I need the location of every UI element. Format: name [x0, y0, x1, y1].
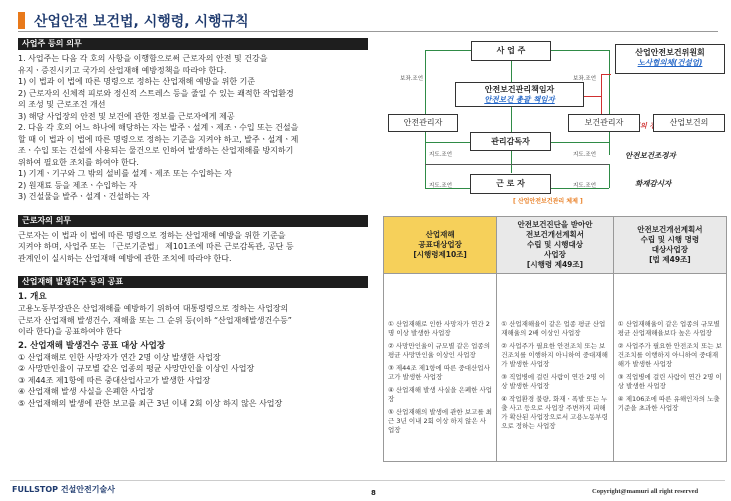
diagram-worker-box: 근 로 자 — [470, 174, 551, 194]
table-header-line: 전보건개선계획서 — [526, 230, 584, 239]
table-header-line: 안전보건개선계획서 — [637, 225, 703, 234]
diagram-safety-manager-box: 안전관리자 — [388, 114, 458, 132]
text-line: 유지ㆍ증진시키고 국가의 산업재해 예방정책을 따라야 한다. — [18, 65, 227, 75]
table-list-item: ③ 제44조 제1항에 따른 중대산업사고가 발생한 사업장 — [388, 364, 490, 381]
section-heading-worker: 근로자의 의무 — [18, 215, 368, 227]
table-header-line: [시행령제10조] — [413, 250, 467, 259]
diagram-supervisor-box: 관리감독자 — [470, 132, 551, 151]
table-header-improvement — [613, 217, 726, 274]
page-title-bar — [18, 10, 718, 32]
list-item: ④ 산업재해 발생 사실을 은폐한 사업장 — [18, 387, 154, 396]
table-col-improvement — [613, 274, 726, 462]
disclosure-target-heading: 2. 산업재해 발생건수 공표 대상 사업장 — [18, 340, 166, 351]
diagram-general-manager-box — [455, 82, 584, 107]
table-col-diagnosis — [497, 274, 614, 462]
table-header-line: [법 제49조] — [649, 255, 691, 264]
table-list-item: ① 산업재해율이 같은 업종 평균 산업재해율의 2배 이상인 사업장 — [501, 320, 606, 337]
text-line: 1) 기계ㆍ기구와 그 밖의 설비를 설계ㆍ제조 또는 수입하는 자 — [18, 169, 233, 178]
table-list-item: ① 산업재해로 인한 사망자가 연간 2명 이상 발생한 사업장 — [388, 320, 490, 337]
text-line: 2. 다음 각 호의 어느 하나에 해당하는 자는 발주ㆍ설계ㆍ제조ㆍ수입 또는 건설을 — [18, 123, 299, 132]
safety-management-diagram — [385, 38, 730, 210]
text-line: 1) 이 법과 이 법에 따른 명령으로 정하는 산업재해 예방을 위한 기준 — [18, 77, 256, 86]
table-header-line: 공표대상업장 — [418, 240, 462, 249]
comparison-table — [383, 216, 727, 462]
list-item: ① 산업재해로 인한 사망자가 연간 2명 이상 발생한 사업장 — [18, 352, 221, 362]
copyright-text: Copyright@mamuri all right reserved — [592, 488, 699, 495]
table-header-diagnosis — [497, 217, 614, 274]
diagram-caption: [ 산업안전보건관리 체제 ] — [513, 198, 583, 205]
guide-label-right-bottom: 지도.조언 — [573, 183, 597, 189]
committee-label: 산업안전보건위원회 — [635, 48, 705, 57]
table-list-item: ③ 직업병에 걸린 사람이 연간 2명 이상 발생한 사업장 — [501, 373, 606, 390]
list-item: ③ 제44조 제1항에 따른 중대산업사고가 발생한 사업장 — [18, 375, 211, 385]
table-list-item: ④ 산업재해 발생 사실을 은폐한 사업장 — [388, 386, 493, 403]
table-list-item: ② 사업주가 필요한 안전조치 또는 보건조치를 이행하지 아니하여 중대재해가 발생한 사업장 — [501, 342, 608, 368]
diagram-committee-box — [615, 44, 725, 74]
fire-watch-note: 화재감시자 — [635, 179, 672, 188]
text-line: 이라 한다)을 공표하여야 한다 — [18, 327, 122, 336]
table-col-disclosure — [384, 274, 497, 462]
text-line: 관계인이 실시하는 산업재해 예방에 관한 조치에 따라야 한다. — [18, 253, 232, 263]
assist-label-right: 보좌.조언 — [573, 76, 597, 82]
footer-divider — [10, 480, 725, 481]
disclosure-target-list — [18, 352, 368, 410]
table-list-item: ④ 작업환경 불량, 화재ㆍ폭발 또는 누출 사고 등으로 사업장 주변까지 피해가 확산된 사업장으로서 고용노동부령으로 정하는 사업장 — [501, 395, 608, 430]
table-header-line: 사업장 — [544, 250, 566, 259]
assist-label-left: 보좌.조언 — [400, 76, 424, 82]
employer-duties-text — [18, 53, 368, 203]
list-item: ⑤ 산업재해의 발생에 관한 보고를 최근 3년 이내 2회 이상 하지 않은 사업장 — [18, 398, 283, 408]
disclosure-overview-text — [18, 303, 368, 338]
worker-duties-text — [18, 230, 368, 265]
table-header-line: 안전보건진단을 받아안 — [517, 220, 593, 229]
committee-note: 노사협의체(건설업) — [637, 58, 703, 67]
brand-logo: FULLSTOP 건설안전기술사 — [12, 485, 115, 494]
table-list-item: ① 산업재해율이 같은 업종의 규모별 평균 산업재해율보다 높은 사업장 — [617, 320, 720, 337]
table-list-item: ③ 직업병에 걸린 사람이 연간 2명 이상 발생한 사업장 — [617, 373, 722, 390]
general-manager-label: 안전보건관리책임자 — [484, 85, 555, 94]
table-list-item: ② 사망만인율이 규모별 같은 업종의 평균 사망만인율 이상인 사업장 — [388, 342, 490, 359]
disclosure-overview-heading: 1. 개요 — [18, 292, 47, 302]
table-list-item: ⑤ 산업재해의 발생에 관한 보고를 최근 3년 이내 2회 이상 하지 않은 사업장 — [388, 408, 493, 434]
guide-label-left-top: 지도.조언 — [429, 152, 453, 158]
text-line: 2) 원재료 등을 제조ㆍ수입하는 자 — [18, 180, 137, 190]
table-header-line: 수립 및 시행대상 — [527, 240, 583, 249]
table-list-item: ② 사업주가 필요한 안전조치 또는 보건조치를 이행하지 아니하여 중대재해가 발생한 사업장 — [617, 342, 722, 368]
text-line: 의 조성 및 근로조건 개선 — [18, 100, 106, 109]
text-line: 근로자는 이 법과 이 법에 따른 명령으로 정하는 산업재해 예방을 위한 기준을 — [18, 230, 286, 240]
diagram-employer-box: 사 업 주 — [471, 41, 551, 61]
table-header-disclosure — [384, 217, 497, 274]
text-line: 고용노동부장관은 산업재해를 예방하기 위하여 대통령령으로 정하는 사업장의 — [18, 304, 289, 313]
text-line: 2) 근로자의 신체적 피로와 정신적 스트레스 등을 줄일 수 있는 쾌적한 작업환경 — [18, 88, 294, 98]
section-heading-disclosure: 산업재해 발생건수 등의 공표 — [18, 276, 368, 288]
page-number: 8 — [371, 489, 376, 497]
text-line: 3) 해당 사업장의 안전 및 보건에 관한 정보를 근로자에게 제공 — [18, 111, 235, 121]
guide-label-right-top: 지도.조언 — [573, 152, 597, 158]
table-header-line: 대상사업장 — [651, 245, 689, 254]
table-header-line: 산업재해 — [425, 230, 455, 239]
list-item: ② 사망만인율이 규모별 같은 업종의 평균 사망만인율 이상인 사업장 — [18, 364, 255, 373]
title-accent-mark — [18, 12, 25, 29]
text-line: 근로자 산업재해 발생건수, 재해율 또는 그 순위 등(이하 “산업재해발생건수등” — [18, 315, 292, 325]
left-column — [18, 38, 368, 409]
table-header-line: 수립 및 시행 명령 — [640, 235, 700, 244]
diagram-health-agent-box: 산업보건의 — [653, 114, 725, 132]
text-line: 1. 사업주는 다음 각 호의 사항을 이행함으로써 근로자의 안전 및 건강을 — [18, 54, 268, 63]
table-header-line: [시행령 제49조] — [526, 260, 584, 269]
text-line: 조ㆍ수입 또는 건설에 사용되는 물건으로 인하여 발생하는 산업재해를 방지하기 — [18, 146, 294, 155]
guide-label-left-bottom: 지도.조언 — [429, 183, 453, 189]
page-title: 산업안전 보건법, 시행령, 시행규칙 — [34, 14, 249, 30]
table-list-item: ④ 제106조에 따른 유해인자의 노출기준을 초과한 사업장 — [617, 395, 720, 412]
text-line: 3) 건설물을 발주ㆍ설계ㆍ건설하는 자 — [18, 192, 150, 201]
general-manager-note: 안전보건 총괄 책임자 — [484, 95, 555, 104]
coordinator-note: 안전보건조정자 — [625, 151, 676, 160]
text-line: 지켜야 하며, 사업주 또는 「근로기준법」 제101조에 따른 근로감독관, 공단 등 — [18, 242, 294, 251]
diagram-health-manager-box: 보건관리자 — [568, 114, 640, 132]
text-line: 할 때 이 법과 이 법에 따른 명령으로 정하는 기준을 지켜야 하고, 발주ㆍ설계ㆍ제 — [18, 134, 299, 144]
section-heading-employer: 사업주 등의 의무 — [18, 38, 368, 50]
text-line: 위하여 필요한 조치를 하여야 한다. — [18, 157, 139, 167]
